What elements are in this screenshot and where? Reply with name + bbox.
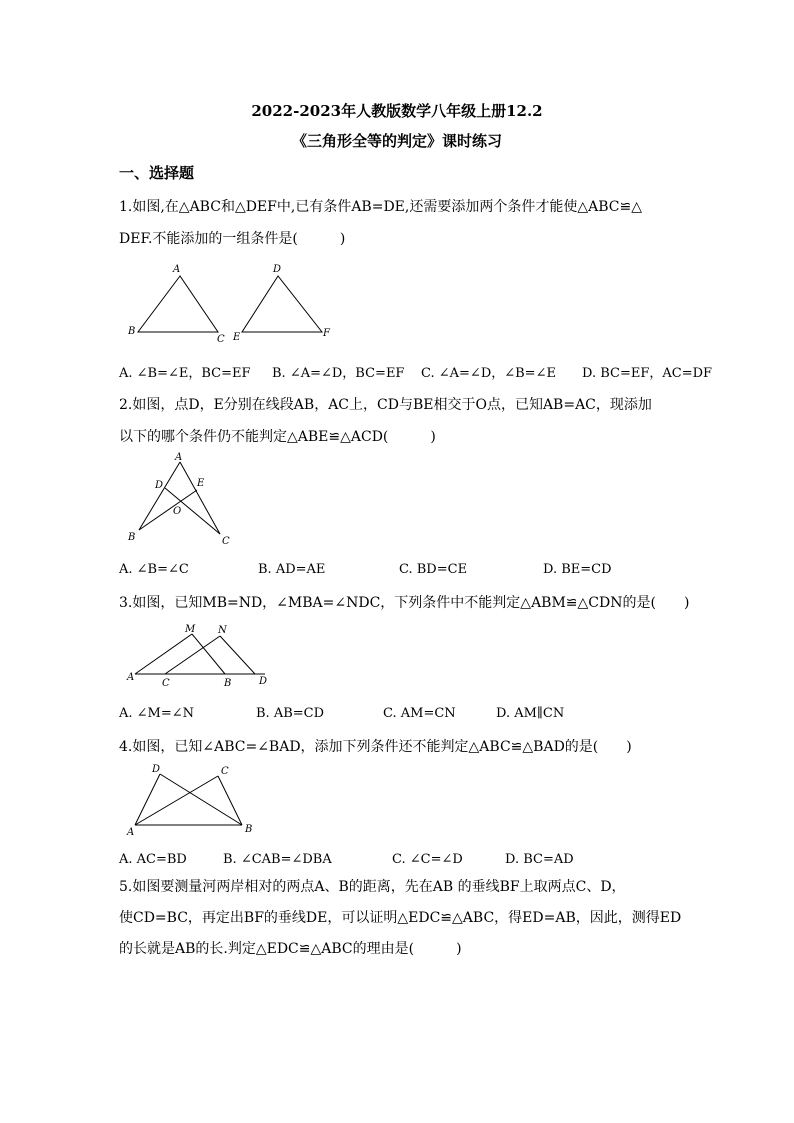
- q3-option-d[interactable]: D. AM∥CN: [496, 706, 565, 721]
- label-a: A: [175, 452, 183, 463]
- label-a: A: [127, 827, 135, 838]
- q5-line-2: 使CD=BC，再定出BF的垂线DE，可以证明△EDC≌△ABC，得ED=AB，因此，测得ED: [119, 910, 682, 926]
- q2-line-2: 以下的哪个条件仍不能判定△ABE≌△ACD( ): [119, 429, 436, 445]
- label-d: D: [155, 480, 164, 491]
- q5-line-1: 5.如图要测量河两岸相对的两点A、B的距离，先在AB 的垂线BF上取两点C、D，: [119, 879, 626, 895]
- label-e: E: [197, 478, 205, 489]
- q4-option-c[interactable]: C. ∠C=∠D: [392, 852, 463, 867]
- q1-option-c[interactable]: C. ∠A=∠D，∠B=∠E: [421, 366, 556, 381]
- label-a: A: [173, 264, 181, 275]
- title-line-2: 《三角形全等的判定》课时练习: [291, 132, 502, 150]
- q2-figure: [125, 450, 245, 550]
- q3-option-b[interactable]: B. AB=CD: [256, 706, 325, 721]
- label-n: N: [218, 625, 227, 636]
- q2-option-a[interactable]: A. ∠B=∠C: [119, 562, 189, 577]
- label-m: M: [185, 624, 196, 635]
- q5-line-3: 的长就是AB的长.判定△EDC≌△ABC的理由是( ): [119, 941, 462, 957]
- label-f: F: [323, 328, 330, 339]
- label-c: C: [222, 536, 230, 547]
- q1-figure: [125, 260, 345, 350]
- q3-figure: [125, 622, 285, 690]
- label-b: B: [128, 532, 136, 543]
- q1-line-1: 1.如图,在△ABC和△DEF中,已有条件AB=DE,还需要添加两个条件才能使△ABC≌△: [119, 199, 642, 215]
- q3-option-c[interactable]: C. AM=CN: [383, 706, 456, 721]
- q1-line-2: DEF.不能添加的一组条件是( ): [119, 231, 346, 247]
- q4-option-b[interactable]: B. ∠CAB=∠DBA: [223, 852, 332, 867]
- q2-option-c[interactable]: C. BD=CE: [399, 562, 468, 577]
- label-b: B: [245, 824, 253, 835]
- q4-option-d[interactable]: D. BC=AD: [505, 852, 574, 867]
- triangle-def: [242, 276, 322, 332]
- label-c: C: [217, 334, 225, 345]
- section-title: 一、选择题: [119, 164, 195, 182]
- triangle-abc: [138, 276, 218, 332]
- q1-option-a[interactable]: A. ∠B=∠E，BC=EF: [119, 366, 251, 381]
- label-c: C: [221, 766, 229, 777]
- q2-option-d[interactable]: D. BE=CD: [543, 562, 612, 577]
- label-b: B: [128, 326, 136, 337]
- label-a: A: [127, 672, 135, 683]
- q1-option-d[interactable]: D. BC=EF，AC=DF: [582, 366, 713, 381]
- label-o: O: [173, 506, 182, 517]
- q3-line-1: 3.如图，已知MB=ND，∠MBA=∠NDC，下列条件中不能判定△ABM≌△CDN的是( ): [119, 595, 690, 611]
- label-d: D: [259, 676, 268, 687]
- label-e: E: [233, 332, 241, 343]
- q3-option-a[interactable]: A. ∠M=∠N: [119, 706, 195, 721]
- q4-figure: [125, 762, 265, 842]
- q2-option-b[interactable]: B. AD=AE: [258, 562, 326, 577]
- q4-line-1: 4.如图，已知∠ABC=∠BAD，添加下列条件还不能判定△ABC≌△BAD的是( ): [119, 739, 632, 755]
- q1-option-b[interactable]: B. ∠A=∠D，BC=EF: [272, 366, 405, 381]
- title-line-1: 2022-2023年人教版数学八年级上册12.2: [251, 102, 543, 120]
- label-b: B: [224, 678, 232, 689]
- q4-option-a[interactable]: A. AC=BD: [119, 852, 187, 867]
- label-d: D: [152, 764, 161, 775]
- q2-line-1: 2.如图，点D，E分别在线段AB，AC上，CD与BE相交于O点，已知AB=AC，现添加: [119, 397, 652, 413]
- label-c: C: [162, 678, 170, 689]
- label-d: D: [273, 264, 282, 275]
